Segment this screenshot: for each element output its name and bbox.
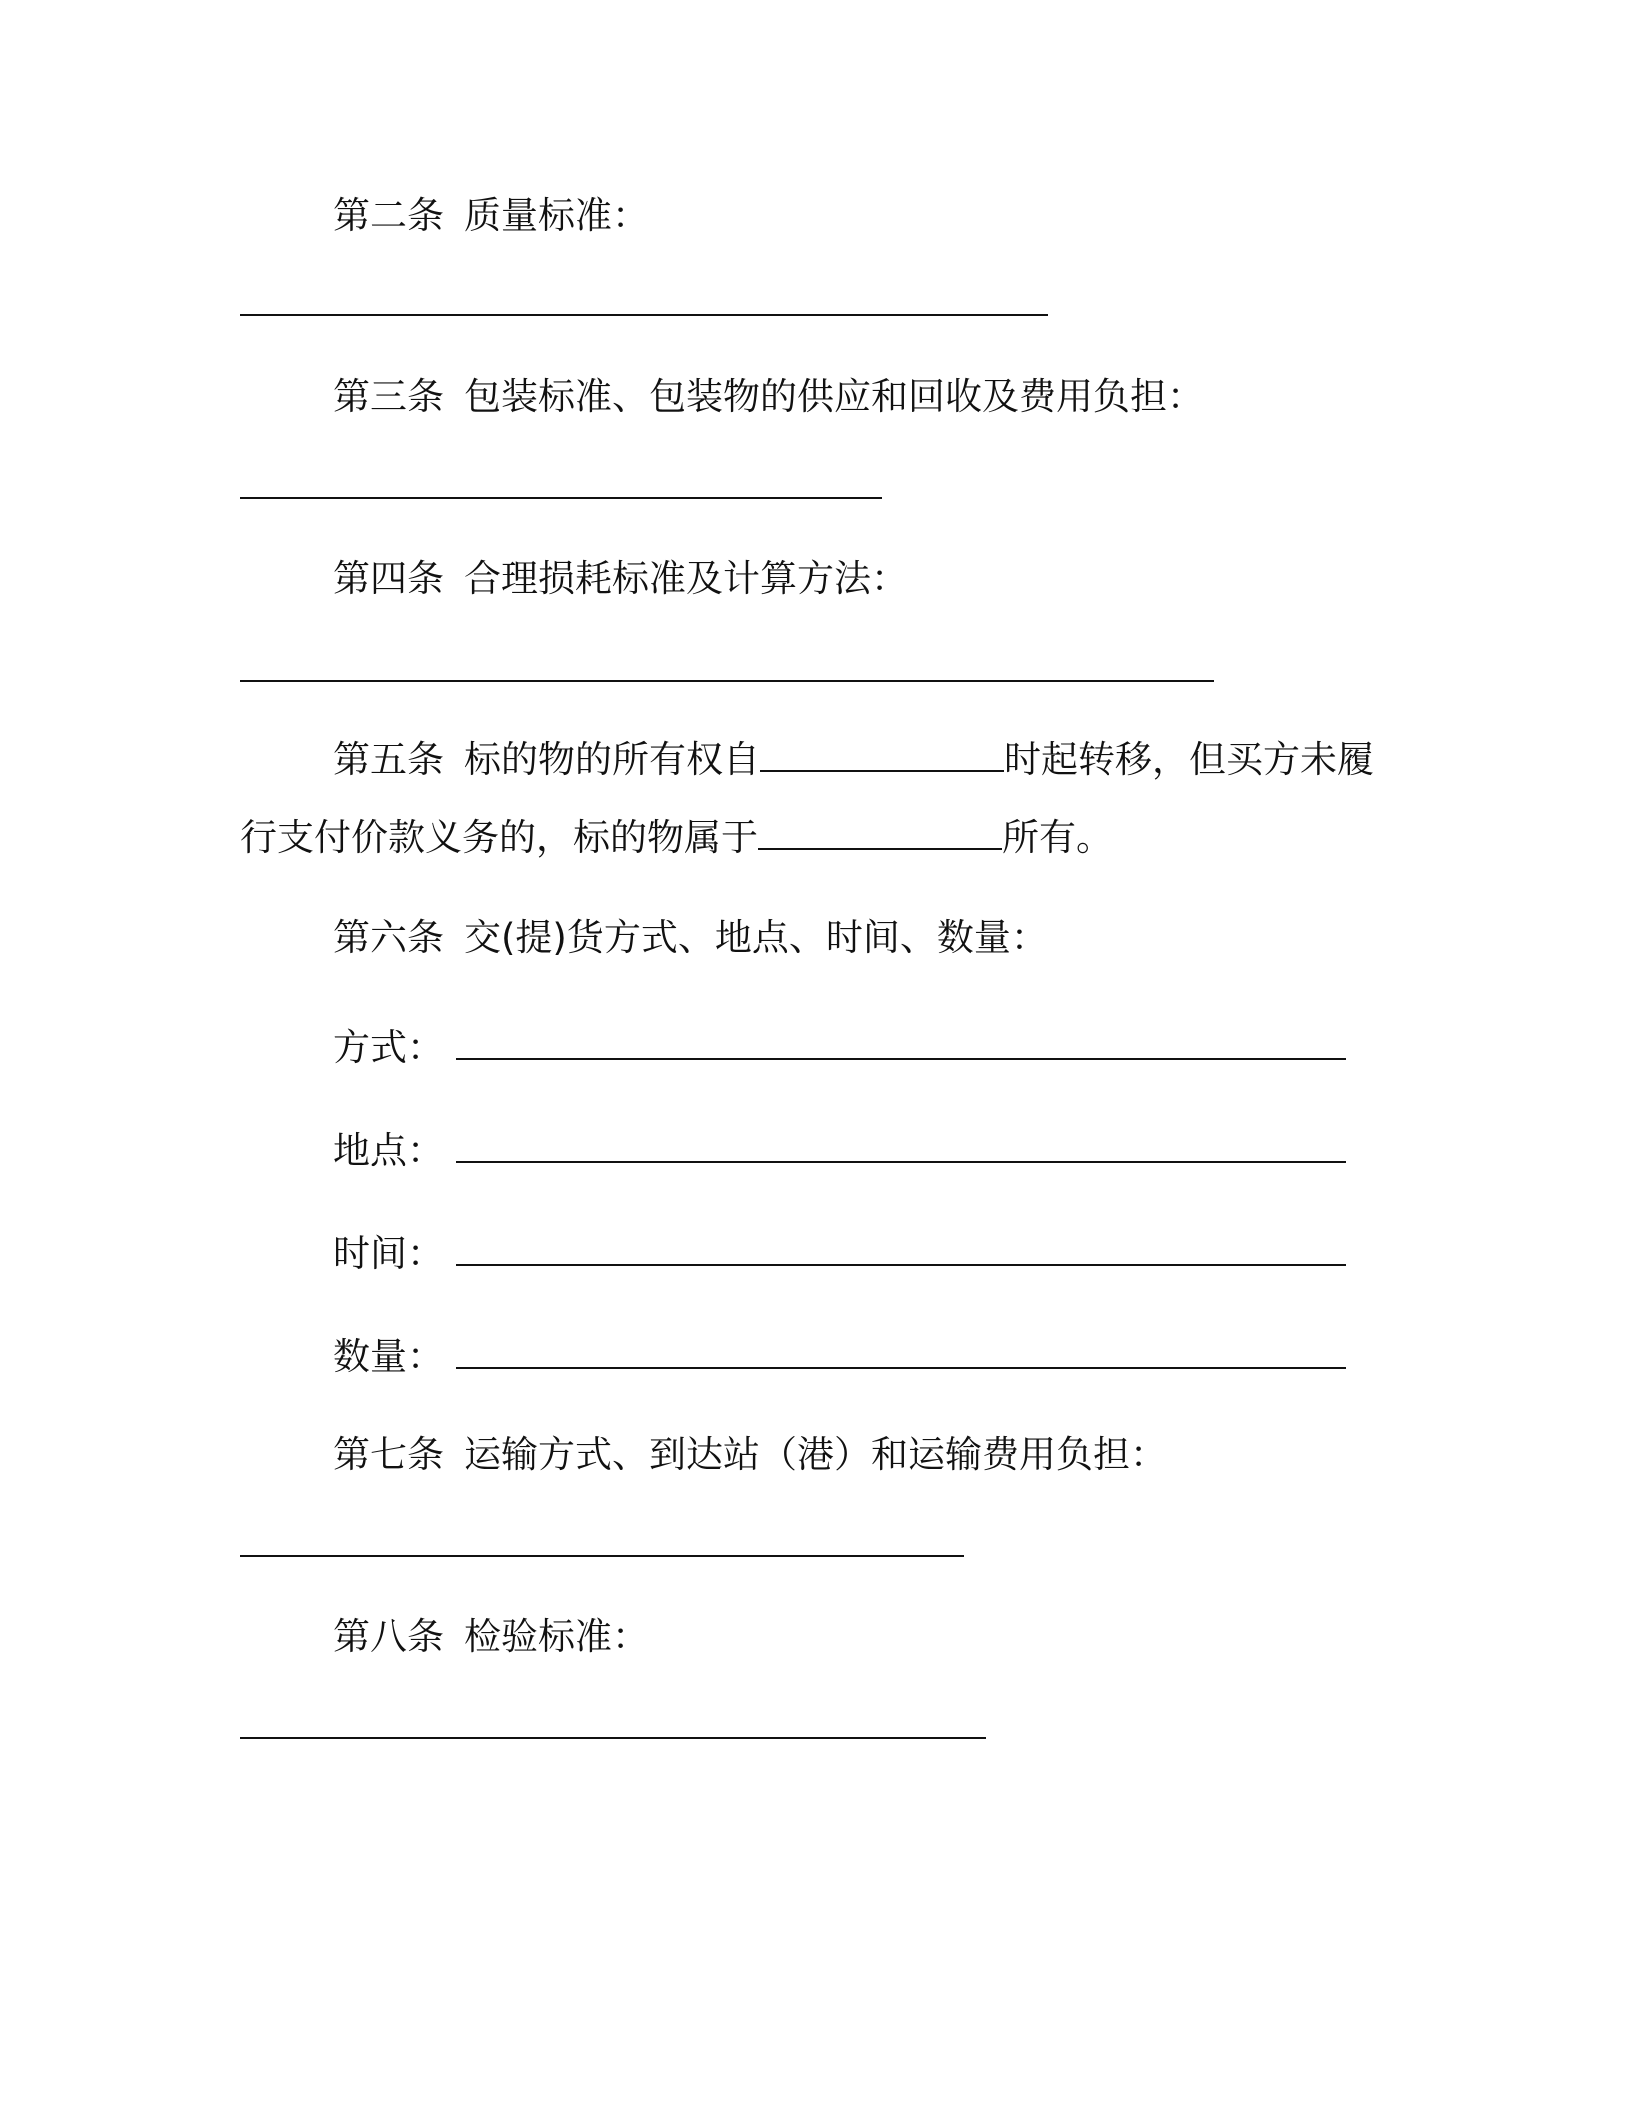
article-number: 第五条 [333, 738, 444, 781]
time-input-line[interactable] [456, 1224, 1346, 1266]
article-text: 时起转移，但买方未履 [1004, 738, 1374, 781]
article-5-line-1 [333, 730, 1632, 786]
article-title: 合理损耗标准及计算方法： [464, 557, 908, 600]
article-4-heading [333, 551, 1632, 607]
field-label: 时间： [333, 1232, 444, 1275]
delivery-method-field [333, 1018, 1632, 1074]
article-title: 检验标准： [464, 1615, 649, 1658]
delivery-place-field [333, 1121, 1632, 1177]
field-label: 地点： [333, 1129, 444, 1172]
place-input-line[interactable] [456, 1121, 1346, 1163]
article-8-heading [333, 1609, 1632, 1665]
article-number: 第四条 [333, 557, 444, 600]
article-2-heading [333, 188, 1632, 244]
article-3-heading [333, 369, 1632, 425]
article-text: 所有。 [1002, 816, 1113, 859]
article-5-line-2 [240, 808, 1632, 864]
fill-in-line[interactable] [240, 1555, 964, 1557]
article-title: 包装标准、包装物的供应和回收及费用负担： [464, 375, 1204, 418]
article-6-heading [333, 910, 1632, 966]
article-number: 第八条 [333, 1615, 444, 1658]
article-number: 第六条 [333, 916, 444, 959]
field-label: 方式： [333, 1026, 444, 1069]
article-title: 运输方式、到达站（港）和运输费用负担： [464, 1433, 1167, 1476]
article-number: 第三条 [333, 375, 444, 418]
quantity-input-line[interactable] [456, 1327, 1346, 1369]
method-input-line[interactable] [456, 1018, 1346, 1060]
article-title: 交(提)货方式、地点、时间、数量： [464, 916, 1048, 959]
delivery-time-field [333, 1224, 1632, 1280]
ownership-blank[interactable] [758, 808, 1002, 850]
article-text: 行支付价款义务的，标的物属于 [240, 816, 758, 859]
article-title: 质量标准： [464, 194, 649, 237]
article-number: 第二条 [333, 194, 444, 237]
delivery-quantity-field [333, 1327, 1632, 1383]
article-number: 第七条 [333, 1433, 444, 1476]
article-text: 标的物的所有权自 [464, 738, 760, 781]
fill-in-line[interactable] [240, 1737, 986, 1739]
article-7-heading [333, 1427, 1632, 1483]
fill-in-line[interactable] [240, 497, 882, 499]
transfer-time-blank[interactable] [760, 730, 1004, 772]
field-label: 数量： [333, 1335, 444, 1378]
fill-in-line[interactable] [240, 314, 1048, 316]
fill-in-line[interactable] [240, 680, 1214, 682]
